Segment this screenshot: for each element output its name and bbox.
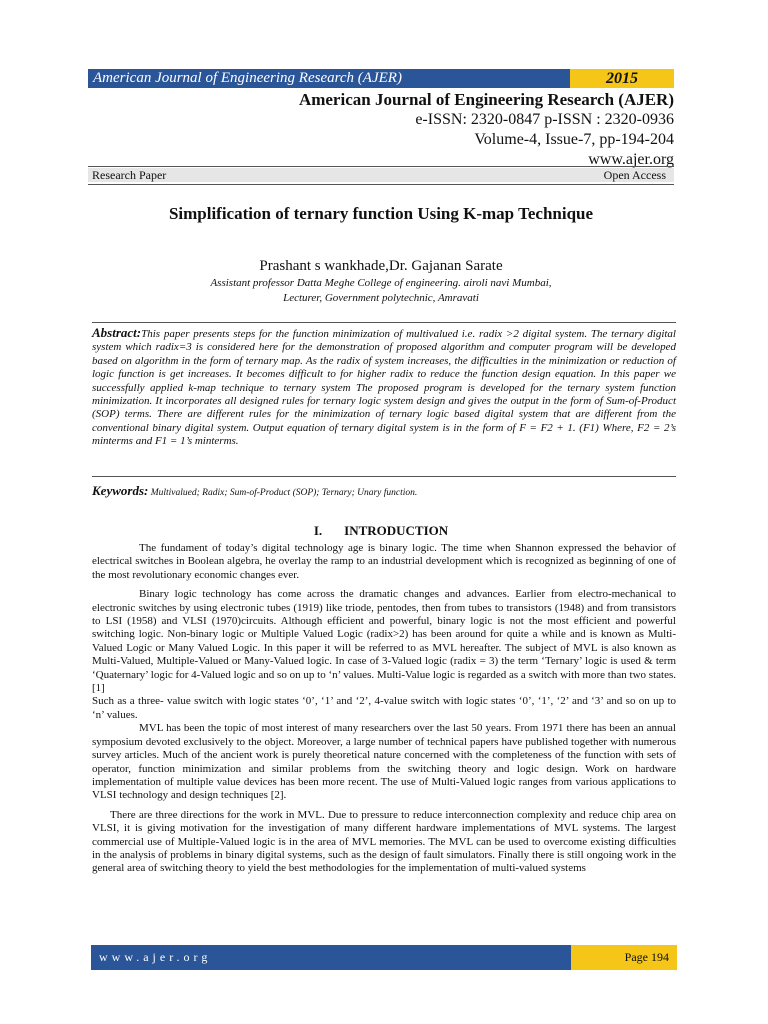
keywords-text: Multivalued; Radix; Sum-of-Product (SOP); Ternary; Unary function. bbox=[150, 488, 418, 498]
paper-type-bar bbox=[88, 168, 674, 182]
affiliations bbox=[88, 276, 674, 306]
journal-banner bbox=[88, 69, 674, 88]
section-number: I. bbox=[313, 523, 323, 538]
page-footer bbox=[91, 945, 677, 970]
banner-title: American Journal of Engineering Research (AJER) bbox=[88, 69, 570, 88]
keywords bbox=[92, 483, 676, 499]
divider bbox=[88, 184, 674, 185]
paragraph: Such as a three- value switch with logic states ‘0’, ‘1’ and ‘2’, 4-value switch with logic states ‘0’, ‘1’, ‘2’ and ‘3’ and so on up to ‘n’ values. bbox=[92, 695, 676, 721]
divider bbox=[92, 476, 676, 477]
access-type: Open Access bbox=[603, 168, 666, 182]
journal-website[interactable]: www.ajer.org bbox=[588, 151, 674, 168]
paper-title: Simplification of ternary function Using K-map Technique bbox=[168, 204, 594, 223]
banner-year: 2015 bbox=[570, 69, 674, 88]
page-number: Page 194 bbox=[571, 945, 677, 970]
paragraph: MVL has been the topic of most interest of many researchers over the last 50 years. From 1971 there has been an annual symposium devoted exclusively to the object. Moreover, a large number of technical papers have published together with numerous survey articles. Much of the ancient work is purely theoretical nature concerned with the completeness of the function with sets of operator, function minimization and similar problems from the switching theory and logic design. Work on hardware implementation of multiple value devices has been more recent. The use of Multi-Valued logic ranges from various applications to VLSI technology and design techniques [2]. bbox=[92, 722, 676, 802]
affiliation-2: Lecturer, Government polytechnic, Amravati bbox=[283, 292, 479, 304]
footer-website[interactable]: www.ajer.org bbox=[91, 945, 571, 970]
affiliation-1: Assistant professor Datta Meghe College of engineering. airoli navi Mumbai, bbox=[210, 277, 552, 289]
section-body bbox=[92, 542, 676, 876]
paragraph: There are three directions for the work in MVL. Due to pressure to reduce interconnection complexity and reduce chip area on VLSI, it is giving motivation for the investigation of many different hardware implementations of MVL systems. The largest commercial use of Multiple-Valued logic is in the area of MVL memories. The MVL can be used to overcome existing difficulties in the analysis of problems in binary digital systems, such as the design of fault simulators. Finally there is still ongoing work in the general area of switching theory to yield the best methodologies for the implementation of multi-valued systems bbox=[92, 808, 676, 875]
paragraph: Binary logic technology has come across the dramatic changes and advances. Earlier from electro-mechanical to electronic switches by using electronic tubes (1919) like triode, pentodes, then from tubes to transistors (1948) and from transistors to LSI (1958) and VLSI (1970)circuits. Although efficient and powerful, binary logic is not the most efficient and powerful switching logic. Non-binary logic or Multiple Valued Logic (radix>2) has been around for quite a while and is known as Multi-Valued Logic or Many Valued Logic. In this paper it will be referred to as MVL hereafter. The subject of MVL is also known as Multi-Valued, Multiple-Valued or Many-Valued logic. In case of 3-Valued logic (radix = 3) the term ‘Ternary’ logic is used & term ‘Quaternary’ logic for 4-Valued logic and so on up to ‘n’ values. Multi-Value logic is regarded as a switch with more than two states. [1] bbox=[92, 588, 676, 695]
authors: Prashant s wankhade,Dr. Gajanan Sarate bbox=[259, 258, 503, 274]
paragraph: The fundament of today’s digital technology age is binary logic. The time when Shannon expressed the behavior of electrical switches in Boolean algebra, he overlay the ramp to an industrial development which is recognized as beginning of one of the most revolutionary economic changes ever. bbox=[92, 542, 676, 581]
volume-issue: Volume-4, Issue-7, pp-194-204 bbox=[474, 131, 674, 148]
abstract-label: Abstract: bbox=[92, 325, 142, 340]
section-heading bbox=[88, 523, 674, 539]
journal-info bbox=[299, 90, 674, 170]
paper-type: Research Paper bbox=[92, 168, 167, 182]
issn: e-ISSN: 2320-0847 p-ISSN : 2320-0936 bbox=[415, 111, 674, 128]
abstract bbox=[92, 326, 676, 449]
abstract-text: This paper presents steps for the function minimization of multivalued i.e. radix >2 digital system. The ternary digital system which radix=3 is considered here for the demonstration of proposed algorithm and computer program will be developed based on algorithm in the form of ternary map. As the radix of system increases, the difficulties in the minimization or reduction of logic function is get increases. It becomes difficult to for higher radix to reduce the function design equation. In this paper we successfully applied k-map technique to ternary system The proposed program is developed for the ternary system function minimization. It incorporates all designed rules for ternary logic system design and gives the output in the form of Sum-of-Product (SOP) terms. There are different rules for the minimization of ternary logic based digital system that are different from the conventional binary digital system. Output equation of ternary digital system is in the form of F = F2 + 1. (F1) Where, F2 = 2’s minterms and F1 = 1’s minterms. bbox=[92, 328, 676, 448]
keywords-label: Keywords: bbox=[92, 483, 149, 498]
divider bbox=[88, 166, 674, 167]
section-title: INTRODUCTION bbox=[344, 523, 449, 538]
journal-name: American Journal of Engineering Research (AJER) bbox=[298, 90, 674, 109]
divider bbox=[92, 322, 676, 323]
